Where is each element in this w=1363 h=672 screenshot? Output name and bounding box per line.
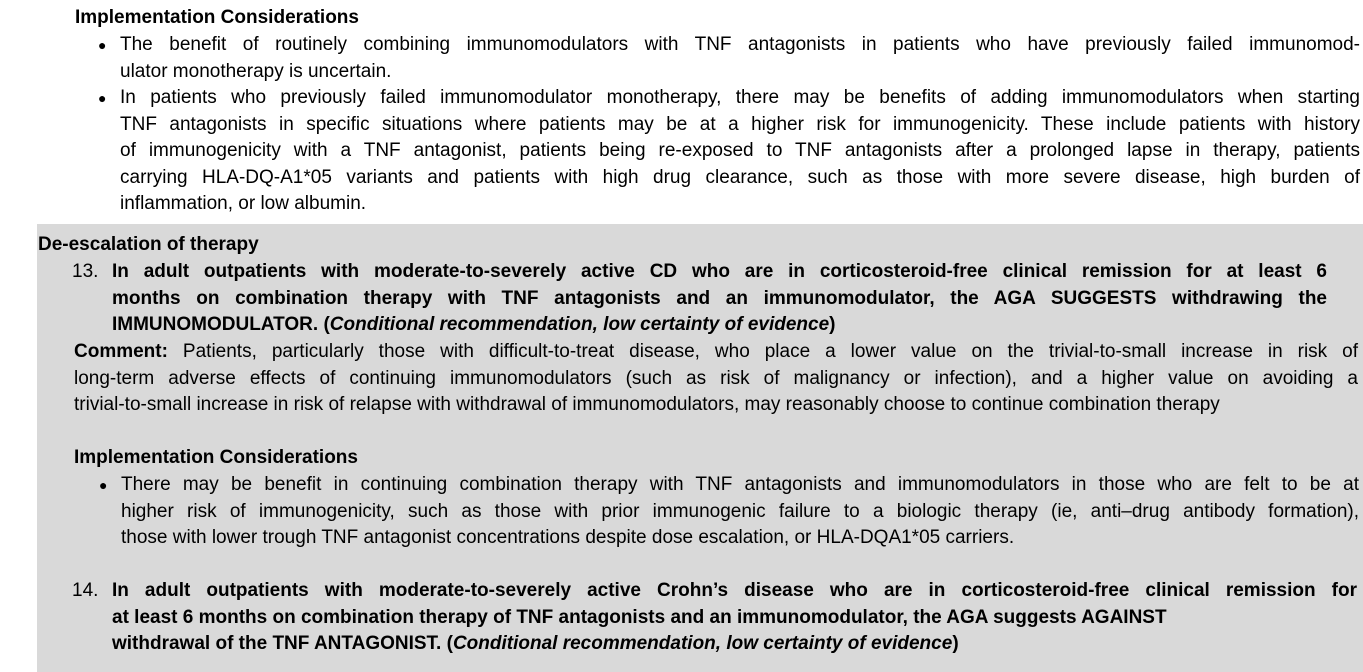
- recommendation-14: [72, 578, 1357, 658]
- recommendation-line: [112, 631, 1357, 658]
- recommendation-line: [112, 312, 1327, 339]
- evidence-note: Conditional recommendation, low certainty of evidence: [452, 633, 953, 654]
- bullet-item-1: [98, 32, 1360, 85]
- comment-block: [74, 339, 1358, 419]
- bullet-line: TNF antagonists in specific situations where patients may be at a higher risk for immunogenicity. These include patients with history: [120, 113, 1360, 135]
- recommendation-line: In adult outpatients with moderate-to-severely active Crohn’s disease who are in corticosteroid-free clinical remission for: [112, 580, 1357, 601]
- bullet-line: ulator monotherapy is uncertain.: [120, 60, 392, 82]
- bullet-line: The benefit of routinely combining immunomodulators with TNF antagonists in patients who have previously failed immunomod-: [120, 34, 1360, 55]
- bullet-line: There may be benefit in continuing combination therapy with TNF antagonists and immunomodulators in those who are felt to be at: [121, 474, 1359, 495]
- implementation-heading-bottom: Implementation Considerations: [74, 447, 358, 468]
- comment-line: long-term adverse effects of continuing immunomodulators (such as risk of malignancy or infection), and a higher value on avoiding a: [74, 367, 1358, 389]
- bullet-line: those with lower trough TNF antagonist concentrations despite dose escalation, or HLA-DQA1*05 carriers.: [121, 527, 1015, 548]
- top-section: [0, 0, 1363, 224]
- bullet-line: of immunogenicity with a TNF antagonist, patients being re-exposed to TNF antagonists after a prolonged lapse in therapy, patients: [120, 140, 1360, 161]
- recommendation-text: ): [829, 314, 836, 335]
- recommendation-number: 14.: [72, 580, 99, 601]
- recommendation-13: [72, 259, 1327, 339]
- implementation-heading-top: Implementation Considerations: [75, 7, 359, 28]
- deescalation-section: [37, 224, 1363, 672]
- recommendation-number: 13.: [72, 261, 99, 282]
- bullet-line: higher risk of immunogenicity, such as those with prior immunogenic failure to a biologic therapy (ie, anti–drug antibody formation),: [121, 500, 1359, 522]
- comment-line: trivial-to-small increase in risk of relapse with withdrawal of immunomodulators, may reasonably choose to continue combination therapy: [74, 394, 1220, 415]
- bullet-dot-icon: ●: [99, 477, 108, 493]
- recommendation-line: months on combination therapy with TNF antagonists and an immunomodulator, the AGA SUGGESTS withdrawing the: [112, 287, 1327, 309]
- recommendation-text: withdrawal of the TNF ANTAGONIST. (: [112, 633, 453, 654]
- evidence-note: Conditional recommendation, low certainty of evidence: [329, 314, 830, 335]
- comment-label: Comment:: [74, 341, 168, 362]
- bullet-line: In patients who previously failed immunomodulator monotherapy, there may be benefits of adding immunomodulators when starting: [120, 87, 1360, 108]
- comment-text: Patients, particularly those with difficult-to-treat disease, who place a lower value on the trivial-to-small increase in risk of: [167, 341, 1358, 362]
- recommendation-text: ): [952, 633, 959, 654]
- bullet-line: carrying HLA-DQ-A1*05 variants and patients with high drug clearance, such as those with more severe disease, high burden of: [120, 166, 1360, 188]
- deescalation-heading: De-escalation of therapy: [38, 234, 259, 255]
- bullet-dot-icon: ●: [98, 37, 107, 53]
- recommendation-line: at least 6 months on combination therapy of TNF antagonists and an immunomodulator, the AGA suggests AGAINST: [112, 606, 1167, 628]
- bullet-item-2: [98, 85, 1360, 218]
- recommendation-line: In adult outpatients with moderate-to-severely active CD who are in corticosteroid-free clinical remission for at least 6: [112, 261, 1327, 282]
- bullet-line: inflammation, or low albumin.: [120, 193, 367, 214]
- bullet-dot-icon: ●: [98, 90, 107, 106]
- bullet-item-3: [99, 472, 1359, 552]
- comment-line: [74, 339, 1358, 366]
- recommendation-text: IMMUNOMODULATOR. (: [112, 314, 330, 335]
